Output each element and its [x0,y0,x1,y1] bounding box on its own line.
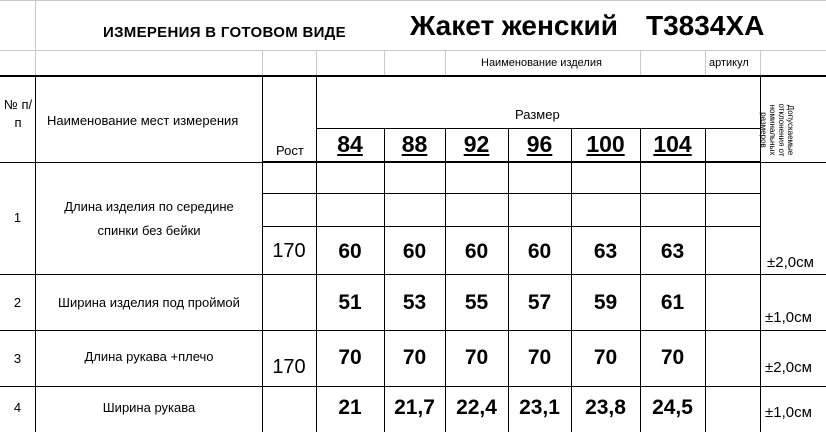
size-value: 60 [338,240,362,263]
column-header-tolerance: Допускаемые отклонения от номинальных размеров [759,103,795,157]
row-measurement-name: Длина изделия по середине спинки без бейки [64,199,234,238]
size-value: 60 [527,240,552,263]
tolerance-value: ±1,0см [765,309,812,326]
row-number: 4 [13,400,22,415]
size-value: 70 [593,346,618,369]
size-value: 23,1 [519,396,560,419]
size-value: 24,5 [652,396,693,419]
row-measurement-name: Ширина изделия под проймой [58,295,240,310]
size-value: 63 [660,240,685,263]
row-number: 1 [13,210,22,225]
size-header-104: 104 [653,131,692,157]
column-header-measurement-name: Наименование мест измерения [47,113,239,128]
size-value: 55 [464,291,489,314]
size-header-92: 92 [463,131,490,157]
size-value: 53 [402,291,427,314]
tolerance-value: ±2,0см [765,359,812,376]
article-label: артикул [709,57,749,69]
size-value: 63 [593,240,618,263]
size-value: 60 [464,240,489,263]
size-value: 57 [527,291,552,314]
column-header-number: № п/п [3,97,33,130]
tolerance-value: ±1,0см [765,404,812,421]
article-code: Т3834ХА [646,10,765,41]
size-value: 70 [338,346,362,369]
page-title: ИЗМЕРЕНИЯ В ГОТОВОМ ВИДЕ [103,24,346,41]
row-height-value: 170 [272,356,306,378]
size-value: 21,7 [394,396,435,419]
tolerance-value: ±2,0см [767,254,814,271]
size-header-88: 88 [401,131,428,157]
size-value: 21 [338,396,362,419]
size-value: 51 [338,291,362,314]
product-name: Жакет женский [410,10,618,41]
product-name-label: Наименование изделия [481,57,602,69]
size-value: 61 [660,291,685,314]
size-value: 60 [402,240,427,263]
row-measurement-name: Длина рукава +плечо [84,349,214,364]
row-height-value: 170 [272,240,306,262]
column-header-size: Размер [515,107,560,122]
size-header-100: 100 [586,131,625,157]
size-value: 70 [464,346,489,369]
row-number: 3 [13,351,22,366]
row-measurement-name: Ширина рукава [102,400,196,415]
size-value: 59 [593,291,618,314]
size-header-96: 96 [526,131,553,157]
size-value: 70 [660,346,685,369]
column-header-height: Рост [276,143,304,158]
size-value: 22,4 [456,396,497,419]
size-value: 70 [527,346,552,369]
row-number: 2 [13,295,22,310]
size-header-84: 84 [337,131,363,157]
size-value: 70 [402,346,427,369]
size-value: 23,8 [585,396,626,419]
